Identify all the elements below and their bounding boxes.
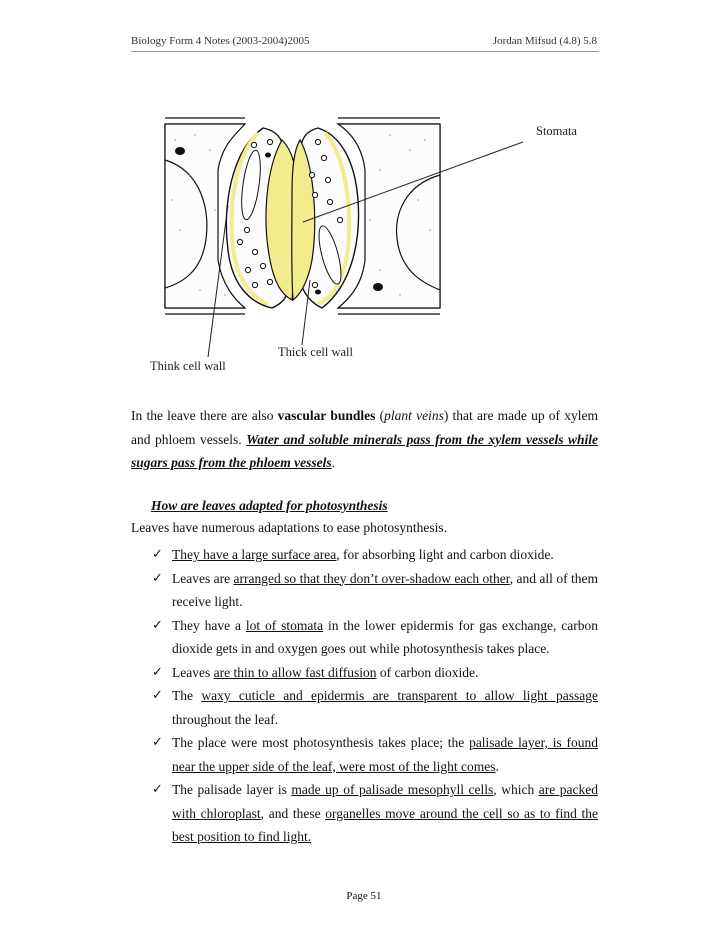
check-icon: ✓ [152,617,163,633]
list-item: ✓ They have a large surface area, for absorbing light and carbon dioxide. [150,543,598,567]
check-icon: ✓ [152,735,163,750]
list-item: ✓ They have a lot of stomata in the lower epidermis for gas exchange, carbon dioxide gets in and oxygen goes out while photosynthesis takes place. [150,614,598,661]
stomata-diagram [0,0,728,400]
check-icon: ✓ [152,688,163,703]
adaptation-list [150,543,598,849]
section-heading: How are leaves adapted for photosynthesis [151,498,388,513]
bold-vascular-bundles: vascular bundles [277,408,376,423]
list-item: ✓ The place were most photosynthesis takes place; the palisade layer, is found near the upper side of the leaf, were most of the light comes. [150,731,598,778]
list-item: ✓ The palisade layer is made up of palisade mesophyll cells, which are packed with chloroplast, and these organelles move around the cell so as to find the best position to find light. [150,778,598,849]
label-thick-cell-wall: Thick cell wall [278,345,353,359]
header-left: Biology Form 4 Notes (2003-2004)2005 [131,35,310,47]
check-icon: ✓ [152,664,163,680]
label-think-cell-wall: Think cell wall [150,359,226,373]
emphasis-transport: Water and soluble minerals pass from the xylem vessels while sugars pass from the phloem vessels [131,431,598,470]
header-right: Jordan Mifsud (4.8) 5.8 [492,35,597,47]
label-stomata: Stomata [536,124,577,138]
check-icon: ✓ [152,782,163,797]
check-icon: ✓ [152,547,163,562]
check-icon: ✓ [152,570,163,586]
list-item: ✓ Leaves are arranged so that they don’t over-shadow each other, and all of them receive light. [150,567,598,614]
italic-plant-veins: plant veins [384,408,444,423]
list-item: ✓ The waxy cuticle and epidermis are transparent to allow light passage throughout the leaf. [150,684,598,731]
intro-text: Leaves have numerous adaptations to ease photosynthesis. [131,520,448,535]
vascular-bundle-paragraph: In the leave there are also vascular bundles (plant veins) that are made up of xylem and phloem vessels. Water and soluble minerals pass from the xylem vessels while sugars pass from the phloem vessels. [131,408,599,470]
list-item: ✓ Leaves are thin to allow fast diffusion of carbon dioxide. [150,661,598,685]
page-number: Page 51 [346,890,382,902]
